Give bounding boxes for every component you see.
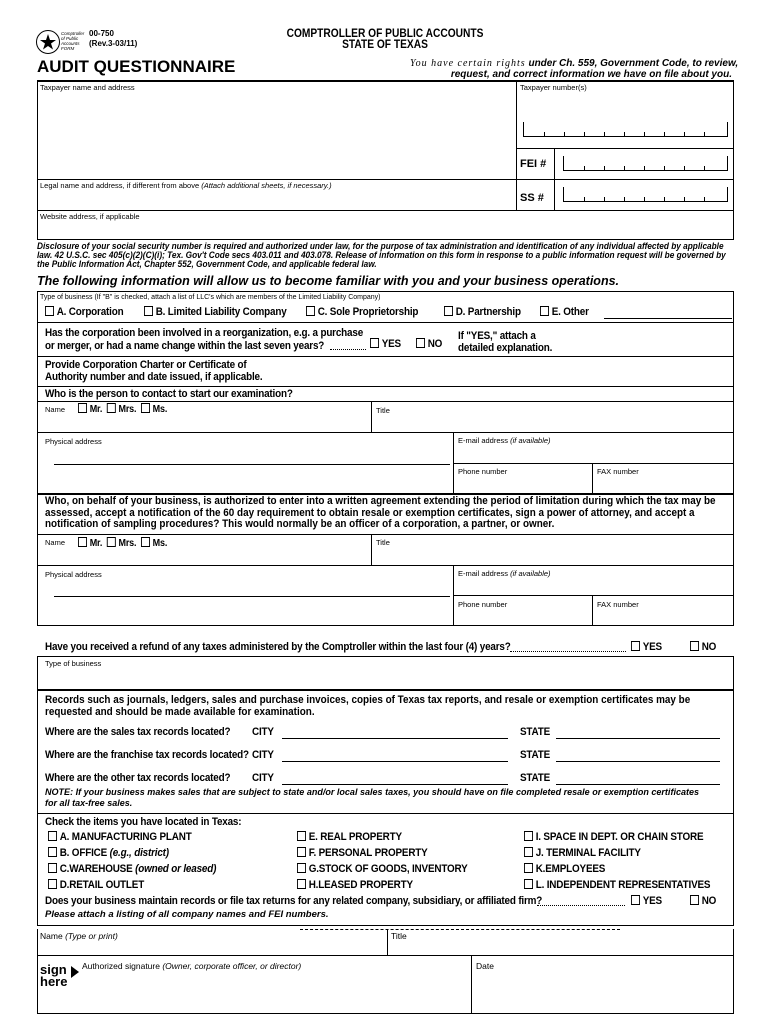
- item-f-personal-property[interactable]: F. PERSONAL PROPERTY: [297, 847, 428, 859]
- sales-records-question: Where are the sales tax records located?: [45, 726, 231, 738]
- signature-field[interactable]: [82, 974, 467, 1010]
- business-type-label-text: Type of business (If "B" is checked, attach a list of LLC's which are members of the Limited Liability Company): [40, 294, 381, 301]
- reorg-question-line1: Has the corporation been involved in a reorganization, e.g. a purchase: [45, 327, 364, 339]
- ms-checkbox[interactable]: [141, 537, 150, 547]
- signature-date-field[interactable]: [476, 974, 730, 1010]
- no-label: NO: [427, 338, 443, 350]
- signature-title-divider: [387, 929, 388, 955]
- no-label: NO: [701, 895, 717, 907]
- other-state-label: STATE: [520, 772, 551, 784]
- rights-notice: [410, 58, 738, 69]
- item-c-warehouse[interactable]: C.WAREHOUSE (owned or leased): [48, 863, 216, 875]
- mrs-checkbox[interactable]: [107, 537, 116, 547]
- item-b-office[interactable]: B. OFFICE (e.g., district): [48, 847, 169, 859]
- checkbox[interactable]: [690, 641, 699, 651]
- arrow-right-icon: [71, 966, 79, 978]
- item-d-retail-outlet[interactable]: D.RETAIL OUTLET: [48, 879, 144, 891]
- checkbox[interactable]: [690, 895, 699, 905]
- option-label: D. Partnership: [455, 306, 521, 318]
- related-yes[interactable]: [631, 895, 662, 907]
- authorized-email-label: E-mail address (if available): [458, 569, 551, 578]
- rights-rest: under Ch. 559, Government Code, to review,: [525, 58, 739, 69]
- signature-top-dashed: [300, 929, 620, 930]
- ms-checkbox[interactable]: [141, 403, 150, 413]
- contact-fax-divider: [592, 463, 593, 494]
- page-title: AUDIT QUESTIONNAIRE: [37, 57, 236, 76]
- refund-question: Have you received a refund of any taxes administered by the Comptroller within the last four (4) years?: [45, 641, 511, 653]
- star-icon: [37, 31, 59, 53]
- item-j-terminal-facility[interactable]: J. TERMINAL FACILITY: [524, 847, 641, 859]
- checkbox[interactable]: [45, 306, 54, 316]
- authorized-name-label: Name: [45, 538, 66, 547]
- form-revision: (Rev.3-03/11): [89, 39, 138, 48]
- contact-phone-rule: [453, 463, 734, 464]
- item-g-stock-of-goods[interactable]: G.STOCK OF GOODS, INVENTORY: [297, 863, 468, 875]
- taxpayer-number-label: Taxpayer number(s): [520, 83, 587, 92]
- rights-notice-line2: request, and correct information we have on file about you.: [450, 69, 732, 80]
- taxpayer-name-address-label: Taxpayer name and address: [40, 83, 135, 92]
- signature-title-label: Title: [391, 931, 407, 941]
- checkbox[interactable]: [48, 863, 57, 873]
- reorg-yes[interactable]: [370, 338, 401, 350]
- signature-name-label: Name (Type or print): [40, 931, 118, 941]
- mrs-label: Mrs.: [118, 404, 137, 415]
- ss-divider: [554, 179, 555, 210]
- website-field[interactable]: [40, 222, 730, 238]
- signature-date-divider: [471, 955, 472, 1014]
- checkbox[interactable]: [416, 338, 425, 348]
- business-type-option-e[interactable]: [540, 306, 589, 318]
- refund-leader: [510, 651, 626, 652]
- fei-number-field[interactable]: [563, 156, 728, 171]
- yes-label: YES: [642, 641, 662, 653]
- checkbox[interactable]: [144, 306, 153, 316]
- other-city-field[interactable]: [282, 784, 508, 785]
- ms-label: Ms.: [152, 404, 168, 415]
- authorized-address-rule: [37, 565, 734, 566]
- business-type-option-b[interactable]: [144, 306, 287, 318]
- franchise-city-field[interactable]: [282, 761, 508, 762]
- checkbox[interactable]: [48, 847, 57, 857]
- checkbox[interactable]: [444, 306, 453, 316]
- related-no[interactable]: [690, 895, 716, 907]
- authorized-physical-label: Physical address: [45, 570, 102, 579]
- item-k-employees[interactable]: K.EMPLOYEES: [524, 863, 605, 875]
- other-line[interactable]: [604, 318, 732, 319]
- authorized-phone-label: Phone number: [458, 600, 508, 609]
- here-word: here: [40, 974, 68, 989]
- other-state-field[interactable]: [556, 784, 720, 785]
- mr-checkbox[interactable]: [78, 537, 87, 547]
- related-records-question: Does your business maintain records or file tax returns for any related company, subsidiary, or affiliated firm?: [45, 895, 543, 907]
- fei-label: FEI #: [520, 158, 547, 170]
- records-intro: Records such as journals, ledgers, sales and purchase invoices, copies of Texas tax reports, and resale or exemption certificates may be requested and should be made available for examination.: [45, 694, 691, 718]
- franchise-records-question: Where are the franchise tax records located?: [45, 749, 249, 761]
- ss-number-field[interactable]: [563, 187, 728, 202]
- contact-address-rule: [37, 432, 734, 433]
- contact-rule: [37, 401, 734, 402]
- sign-here-label: [40, 964, 67, 988]
- refund-no[interactable]: [690, 641, 716, 653]
- franchise-state-field[interactable]: [556, 761, 720, 762]
- reorg-note-line1: If "YES," attach a: [458, 330, 536, 342]
- legal-name-label: [40, 181, 332, 190]
- website-rule: [37, 210, 734, 211]
- authorized-question: Who, on behalf of your business, is authorized to enter into a written agreement extending the period of limitation during which the tax may be assessed, accept a notification of the 60 day requirement to obtain resale or exemption certificates, sign a power of attorney, and accept a notification of sampling procedures? This would normally be an officer of a corporation, a partner, or owner.: [45, 495, 716, 530]
- authorized-phone-rule: [453, 595, 734, 596]
- yes-label: YES: [381, 338, 401, 350]
- website-label: Website address, if applicable: [40, 212, 140, 221]
- other-city-label: CITY: [252, 772, 274, 784]
- texas-items-rule: [37, 813, 734, 814]
- authorized-salutation: [78, 537, 167, 550]
- authorized-rule: [37, 534, 734, 535]
- item-l-independent-reps[interactable]: L. INDEPENDENT REPRESENTATIVES: [524, 879, 710, 891]
- checkbox[interactable]: [297, 831, 306, 841]
- texas-items-label: Check the items you have located in Texas:: [45, 816, 242, 828]
- sales-city-field[interactable]: [282, 738, 508, 739]
- other-records-question: Where are the other tax records located?: [45, 772, 231, 784]
- checkbox[interactable]: [631, 895, 640, 905]
- intro-text: The following information will allow us to become familiar with you and your business operations.: [37, 274, 620, 288]
- charter-line1: Provide Corporation Charter or Certificate of: [45, 359, 247, 371]
- mr-label: Mr.: [89, 404, 103, 415]
- checkbox[interactable]: [524, 847, 533, 857]
- item-a-manufacturing-plant[interactable]: A. MANUFACTURING PLANT: [48, 831, 192, 843]
- contact-fax-label: FAX number: [597, 467, 639, 476]
- mrs-checkbox[interactable]: [107, 403, 116, 413]
- fei-rule-top: [516, 148, 734, 149]
- contact-phone-label: Phone number: [458, 467, 508, 476]
- business-type-option-a[interactable]: [45, 306, 123, 318]
- contact-question: Who is the person to contact to start our examination?: [45, 388, 293, 400]
- legal-name-field[interactable]: [40, 192, 512, 208]
- mr-checkbox[interactable]: [78, 403, 87, 413]
- contact-divider: [371, 401, 372, 432]
- checkbox[interactable]: [297, 879, 306, 889]
- authorized-signature-label: Authorized signature (Owner, corporate officer, or director): [82, 961, 302, 971]
- seal-text: Comptroller of Public Accounts FORM: [61, 31, 85, 51]
- seal-logo: [36, 30, 60, 54]
- records-note: NOTE: If your business makes sales that are subject to state and/or local sales taxes, you should have on file completed resale or exemption certificates for all tax-free sales.: [45, 787, 700, 809]
- reorg-note-line2: detailed explanation.: [458, 342, 553, 354]
- agency-name: COMPTROLLER OF PUBLIC ACCOUNTS: [286, 26, 484, 40]
- franchise-city-label: CITY: [252, 749, 274, 761]
- reorg-no[interactable]: [416, 338, 442, 350]
- contact-title-label: Title: [376, 406, 390, 415]
- option-label: E. Other: [551, 306, 589, 318]
- related-note: Please attach a listing of all company names and FEI numbers.: [45, 909, 329, 920]
- reorg-question-line2: or merger, or had a name change within the last seven years?: [45, 340, 325, 352]
- contact-salutation: [78, 403, 167, 416]
- checkbox[interactable]: [370, 338, 379, 348]
- checkbox[interactable]: [48, 879, 57, 889]
- yes-label: YES: [642, 895, 662, 907]
- sales-city-label: CITY: [252, 726, 274, 738]
- checkbox[interactable]: [297, 847, 306, 857]
- refund-type-label: Type of business: [45, 659, 102, 668]
- form-number: 00-750: [89, 29, 114, 38]
- checkbox[interactable]: [524, 879, 533, 889]
- contact-address-line[interactable]: [54, 464, 450, 465]
- signature-date-label: Date: [476, 961, 494, 971]
- option-label: C. Sole Proprietorship: [317, 306, 419, 318]
- item-i-space-in-store[interactable]: I. SPACE IN DEPT. OR CHAIN STORE: [524, 831, 703, 843]
- refund-yes[interactable]: [631, 641, 662, 653]
- taxpayer-number-field[interactable]: [523, 122, 728, 137]
- taxpayer-name-address-field[interactable]: [40, 94, 512, 178]
- legal-name-hint: (Attach additional sheets, if necessary.): [201, 181, 332, 190]
- authorized-fax-divider: [592, 595, 593, 626]
- item-h-leased-property[interactable]: H.LEASED PROPERTY: [297, 879, 413, 891]
- no-label: NO: [701, 641, 717, 653]
- checkbox[interactable]: [524, 863, 533, 873]
- option-label: B. Limited Liability Company: [155, 306, 287, 318]
- option-label: A. Corporation: [56, 306, 124, 318]
- contact-email-label: E-mail address (if available): [458, 436, 551, 445]
- item-e-real-property[interactable]: E. REAL PROPERTY: [297, 831, 402, 843]
- refund-type-box: [37, 656, 734, 690]
- disclosure-text: Disclosure of your social security number is required and authorized under law, for the purpose of tax administration and identification of any individual affected by applicable law. 42 U.S.C. sec 405(c)(2)(C)(i); Tex. Gov't Code secs 403.011 and 403.078. Release of information on this form in response to a public information request will be governed by the Public Information Act, Chapter 552, Government Code, and applicable federal law.: [37, 241, 726, 270]
- ss-label: SS #: [520, 192, 544, 204]
- franchise-state-label: STATE: [520, 749, 551, 761]
- business-type-label: [40, 294, 381, 302]
- contact-physical-label: Physical address: [45, 437, 102, 446]
- checkbox[interactable]: [540, 306, 549, 316]
- rights-lead: You have certain rights: [410, 58, 526, 69]
- checkbox[interactable]: [297, 863, 306, 873]
- business-rule: [37, 322, 734, 323]
- legal-name-rule: [37, 179, 734, 180]
- checkbox[interactable]: [524, 831, 533, 841]
- checkbox[interactable]: [306, 306, 315, 316]
- mrs-label: Mrs.: [118, 538, 137, 549]
- mr-label: Mr.: [89, 538, 103, 549]
- checkbox[interactable]: [631, 641, 640, 651]
- business-type-option-c[interactable]: [306, 306, 418, 318]
- contact-name-label: Name: [45, 405, 66, 414]
- reorg-leader: [330, 349, 366, 350]
- sign-word: sign: [40, 962, 67, 977]
- taxpayer-divider: [516, 81, 517, 210]
- ms-label: Ms.: [152, 538, 168, 549]
- charter-field[interactable]: [280, 358, 730, 385]
- sales-state-field[interactable]: [556, 738, 720, 739]
- legal-name-text: Legal name and address, if different from above: [40, 181, 200, 190]
- charter-rule: [37, 356, 734, 357]
- authorized-fax-label: FAX number: [597, 600, 639, 609]
- fei-divider: [554, 148, 555, 179]
- authorized-title-label: Title: [376, 538, 390, 547]
- sales-state-label: STATE: [520, 726, 551, 738]
- related-leader: [537, 905, 625, 906]
- charter-line2: Authority number and date issued, if applicable.: [45, 371, 263, 383]
- signature-rule: [37, 955, 734, 956]
- authorized-divider: [371, 534, 372, 565]
- authorized-address-line[interactable]: [54, 596, 450, 597]
- business-type-option-d[interactable]: [444, 306, 521, 318]
- agency-state: STATE OF TEXAS: [342, 37, 428, 51]
- checkbox[interactable]: [48, 831, 57, 841]
